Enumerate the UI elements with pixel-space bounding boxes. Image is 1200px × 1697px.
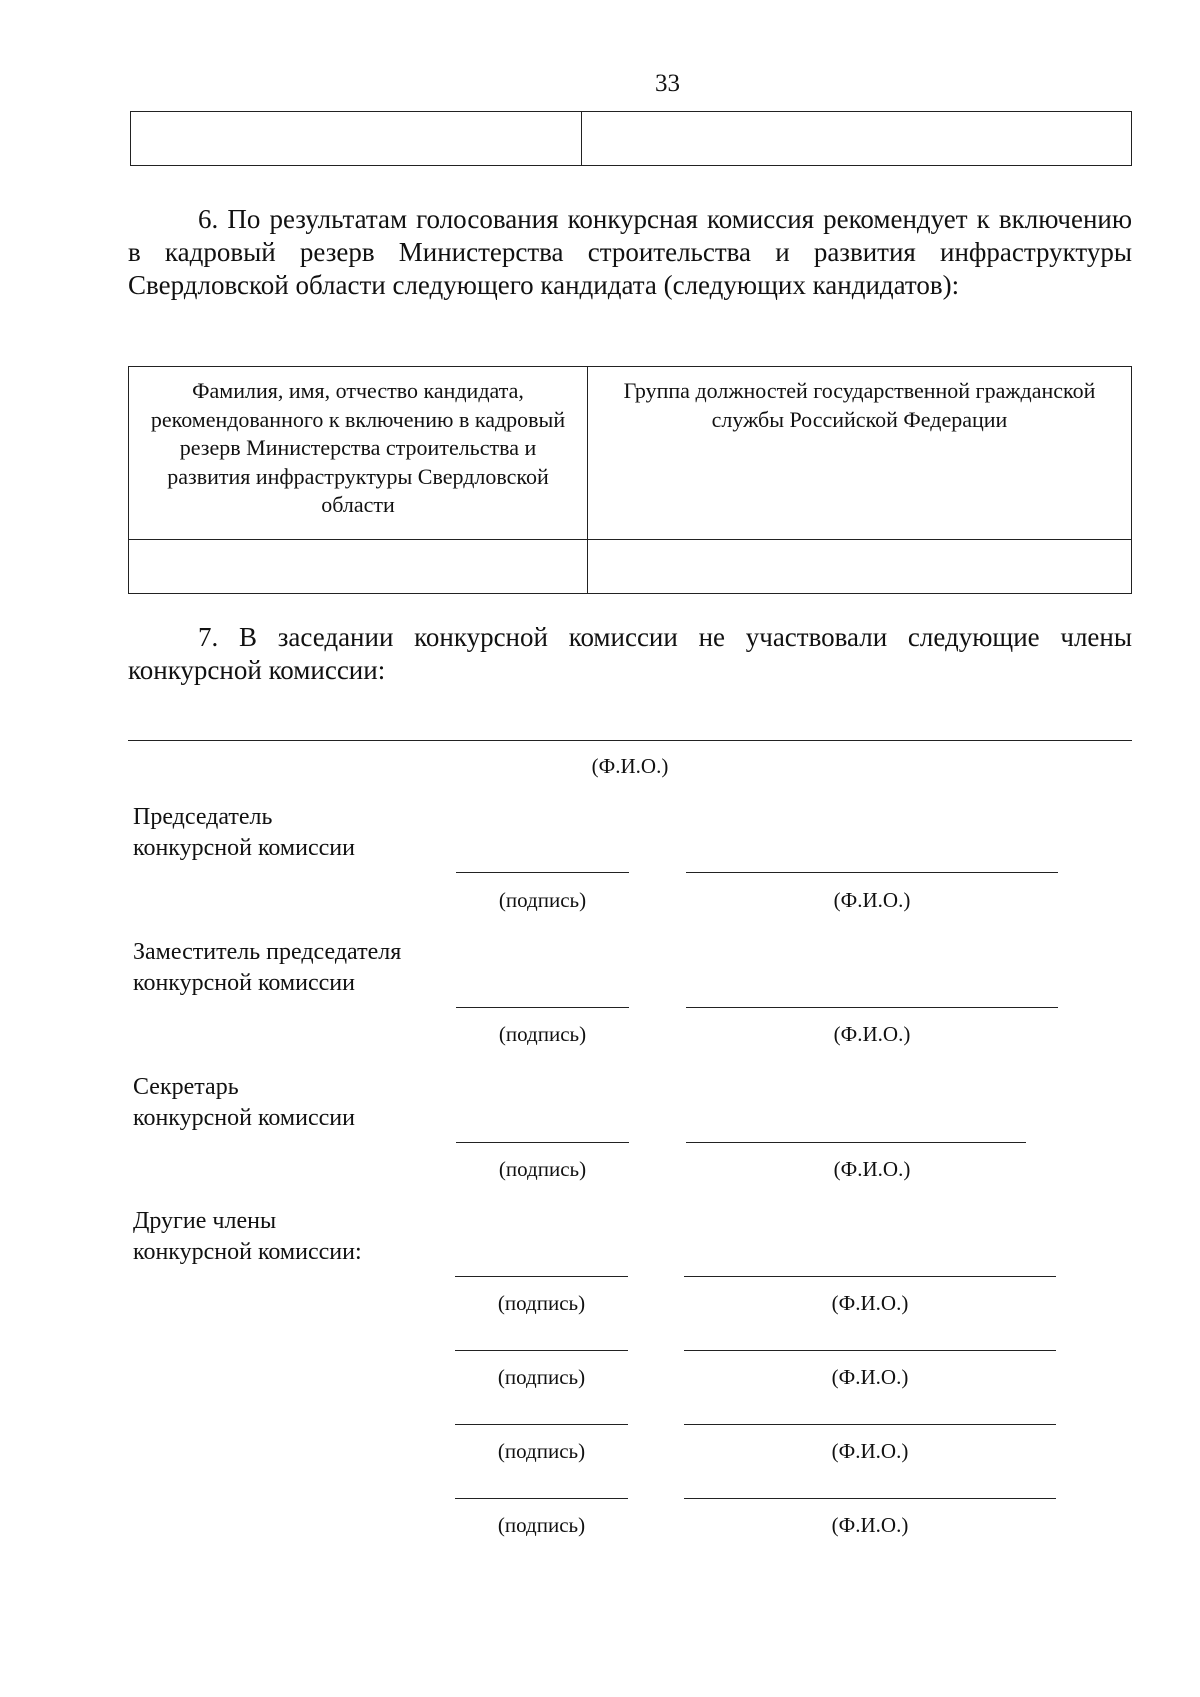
fio-caption: (Ф.И.О.)	[831, 1291, 909, 1315]
deputy-chairman-label: Заместитель председателя конкурсной комиссии	[133, 939, 402, 996]
continued-table	[130, 111, 1132, 166]
table-cell	[129, 540, 588, 594]
chairman-fio-line	[686, 872, 1058, 873]
candidates-table	[128, 366, 1132, 594]
table-cell	[131, 112, 582, 166]
section-7-number: 7.	[198, 622, 219, 652]
member-fio-line	[684, 1424, 1056, 1425]
signature-caption: (подпись)	[497, 1513, 586, 1537]
signature-caption: (подпись)	[498, 1022, 587, 1046]
section-6-paragraph	[128, 203, 1132, 302]
member-fio-line	[684, 1276, 1056, 1277]
absent-members-line	[128, 740, 1132, 741]
signature-caption: (подпись)	[498, 888, 587, 912]
chairman-label: Председатель конкурсной комиссии	[133, 804, 355, 861]
table-cell	[588, 540, 1132, 594]
section-6-text: По результатам голосования конкурсная комиссия рекомендует к включению в кадровый резерв Министерства строительства и развития инфраструктуры Свердловской области следующего кандидата (следующих кандидатов):	[128, 204, 1133, 300]
deputy-fio-line	[686, 1007, 1058, 1008]
other-members-label: Другие члены конкурсной комиссии:	[133, 1208, 362, 1265]
member-fio-line	[684, 1498, 1056, 1499]
secretary-signature-line	[456, 1142, 629, 1143]
position-group-header: Группа должностей государственной гражданской службы Российской Федерации	[588, 367, 1132, 540]
member-signature-line	[455, 1498, 628, 1499]
absent-members-fio-caption: (Ф.И.О.)	[591, 754, 669, 778]
fio-caption: (Ф.И.О.)	[831, 1365, 909, 1389]
fio-caption: (Ф.И.О.)	[831, 1513, 909, 1537]
table-row	[129, 540, 1132, 594]
signature-caption: (подпись)	[497, 1439, 586, 1463]
fio-caption: (Ф.И.О.)	[833, 1022, 911, 1046]
member-signature-line	[455, 1350, 628, 1351]
fio-caption: (Ф.И.О.)	[833, 888, 911, 912]
table-cell	[582, 112, 1132, 166]
section-7-paragraph	[128, 621, 1132, 687]
section-6-number: 6.	[198, 204, 219, 234]
member-fio-line	[684, 1350, 1056, 1351]
section-7-text: В заседании конкурсной комиссии не участвовали следующие члены конкурсной комиссии:	[128, 622, 1133, 685]
member-signature-line	[455, 1276, 628, 1277]
table-row	[131, 112, 1132, 166]
signature-caption: (подпись)	[497, 1365, 586, 1389]
member-signature-line	[455, 1424, 628, 1425]
candidate-name-header: Фамилия, имя, отчество кандидата, рекомендованного к включению в кадровый резерв Министерства строительства и развития инфраструктуры Свердловской области	[129, 367, 588, 540]
table-header-row	[129, 367, 1132, 540]
page-number: 33	[655, 70, 680, 97]
chairman-signature-line	[456, 872, 629, 873]
deputy-signature-line	[456, 1007, 629, 1008]
secretary-fio-line	[686, 1142, 1026, 1143]
secretary-label: Секретарь конкурсной комиссии	[133, 1074, 355, 1131]
signature-caption: (подпись)	[498, 1157, 587, 1181]
fio-caption: (Ф.И.О.)	[831, 1439, 909, 1463]
fio-caption: (Ф.И.О.)	[833, 1157, 911, 1181]
signature-caption: (подпись)	[497, 1291, 586, 1315]
